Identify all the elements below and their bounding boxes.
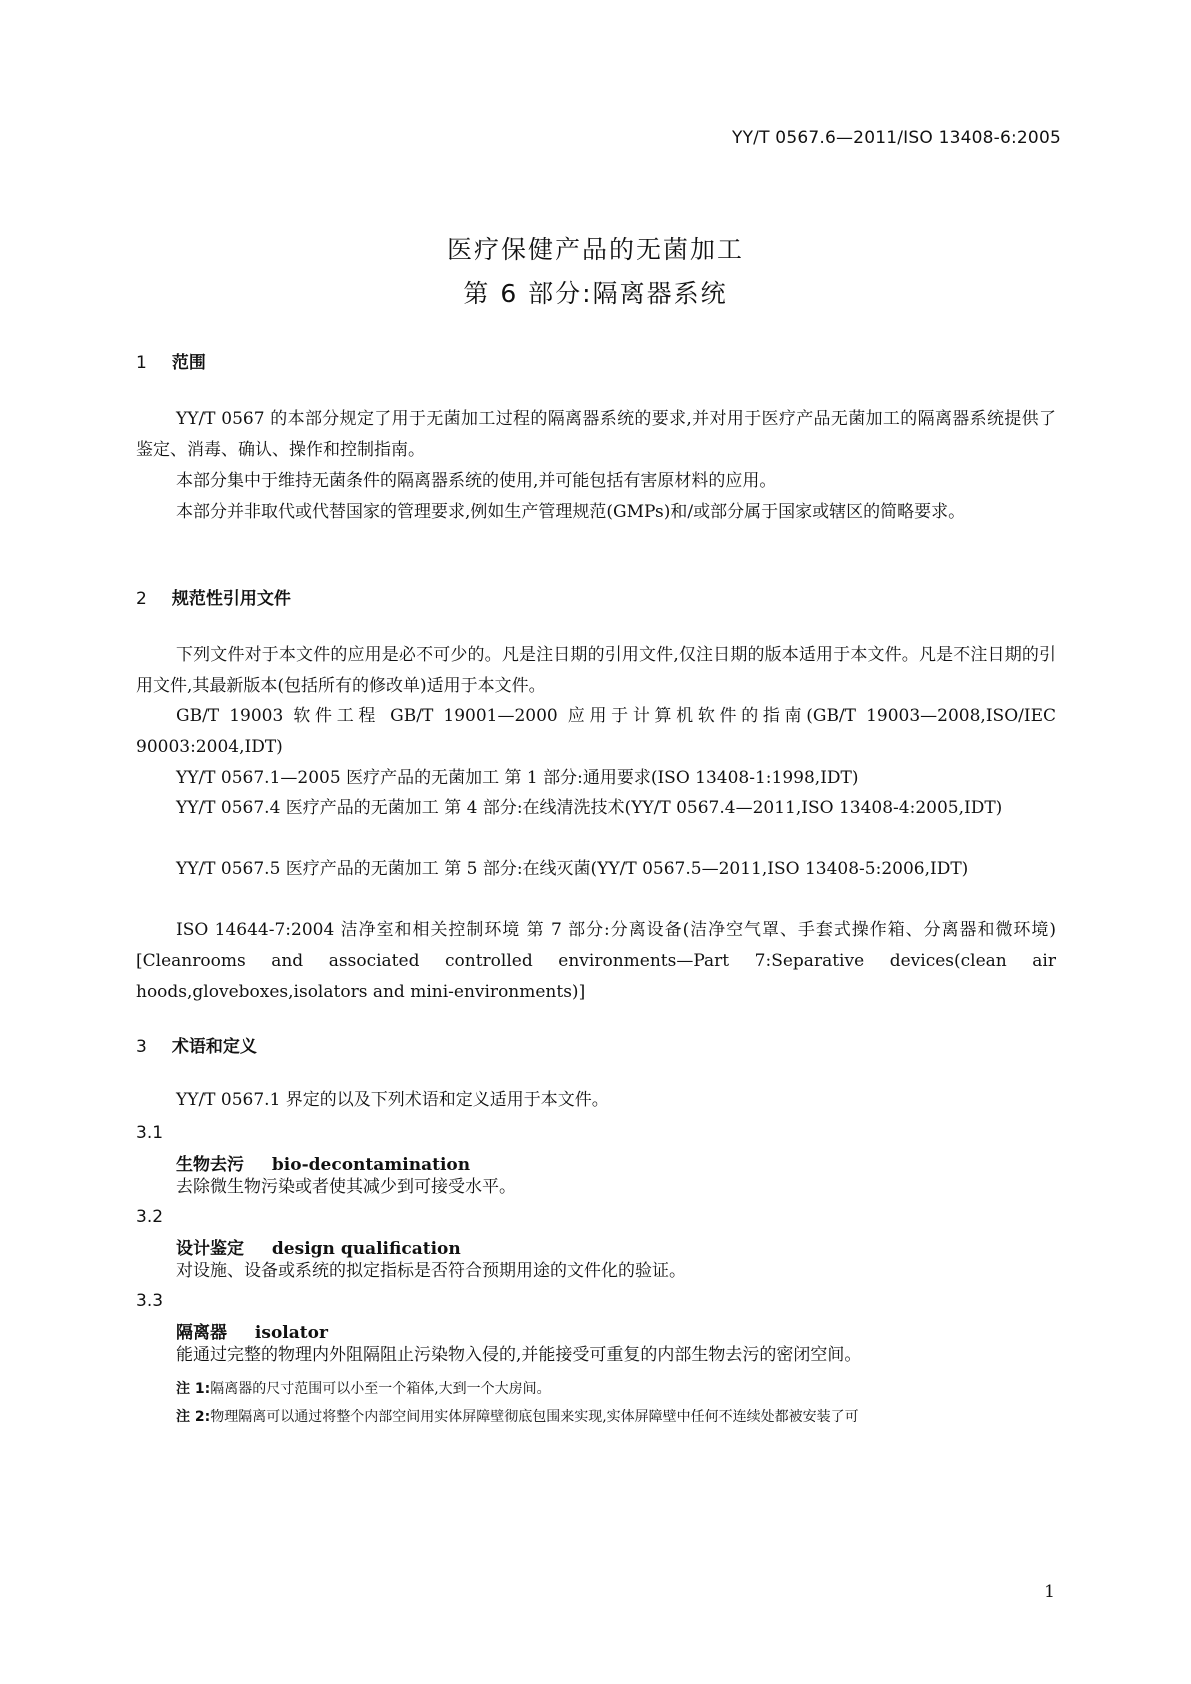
reference-item: YY/T 0567.4 医疗产品的无菌加工 第 4 部分:在线清洗技术(YY/T 0567.4—2011,ISO 13408-4:2005,IDT) <box>176 798 1003 818</box>
term-definition: 对设施、设备或系统的拟定指标是否符合预期用途的文件化的验证。 <box>176 1261 686 1281</box>
page-number: 1 <box>1044 1582 1055 1602</box>
section-number: 1 <box>136 353 147 373</box>
section-number: 3 <box>136 1037 147 1057</box>
term-number: 3.2 <box>136 1207 164 1227</box>
paragraph: 本部分集中于维持无菌条件的隔离器系统的使用,并可能包括有害原材料的应用。 <box>176 471 777 491</box>
reference-item: YY/T 0567.5 医疗产品的无菌加工 第 5 部分:在线灭菌(YY/T 0567.5—2011,ISO 13408-5:2006,IDT) <box>176 859 969 879</box>
document-title: 医疗保健产品的无菌加工 <box>446 235 744 264</box>
section-number: 2 <box>136 589 147 609</box>
note <box>176 1377 1056 1401</box>
term-chinese: 设计鉴定 <box>176 1239 244 1259</box>
section-title: 术语和定义 <box>171 1037 257 1057</box>
term-chinese: 隔离器 <box>176 1323 227 1343</box>
paragraph: YY/T 0567.1 界定的以及下列术语和定义适用于本文件。 <box>176 1090 609 1110</box>
standard-identifier: YY/T 0567.6—2011/ISO 13408-6:2005 <box>732 128 1061 148</box>
term-number: 3.1 <box>136 1123 164 1143</box>
reference-item: ISO 14644-7:2004 洁净室和相关控制环境 第 7 部分:分离设备(洁净空气罩、手套式操作箱、分离器和微环境)[Cleanrooms and associated controlled environments—Part 7:Separative devices(clean air hoods,gloveboxes,isolators and mini-environments)] <box>136 920 1056 1002</box>
section-title: 范围 <box>171 353 206 373</box>
section-heading-normative-references <box>136 584 291 609</box>
paragraph: 下列文件对于本文件的应用是必不可少的。凡是注日期的引用文件,仅注日期的版本适用于本文件。凡是不注日期的引用文件,其最新版本(包括所有的修改单)适用于本文件。 <box>136 645 1056 696</box>
reference-item: YY/T 0567.1—2005 医疗产品的无菌加工 第 1 部分:通用要求(ISO 13408-1:1998,IDT) <box>176 768 859 788</box>
reference-item: GB/T 19003 软件工程 GB/T 19001—2000 应用于计算机软件的指南(GB/T 19003—2008,ISO/IEC 90003:2004,IDT) <box>136 706 1056 757</box>
term-english: bio-decontamination <box>271 1155 471 1175</box>
section-heading-scope <box>136 348 206 373</box>
note <box>176 1405 1056 1429</box>
note-text: 物理隔离可以通过将整个内部空间用实体屏障壁彻底包围来实现,实体屏障壁中任何不连续处都被安装了可 <box>210 1409 859 1425</box>
section-title: 规范性引用文件 <box>171 589 291 609</box>
term-english: isolator <box>254 1323 328 1343</box>
term-chinese: 生物去污 <box>176 1155 244 1175</box>
term-definition: 去除微生物污染或者使其减少到可接受水平。 <box>176 1177 516 1197</box>
term-number: 3.3 <box>136 1291 164 1311</box>
paragraph: 本部分并非取代或代替国家的管理要求,例如生产管理规范(GMPs)和/或部分属于国家或辖区的简略要求。 <box>176 502 966 522</box>
term-definition: 能通过完整的物理内外阻隔阻止污染物入侵的,并能接受可重复的内部生物去污的密闭空间。 <box>176 1345 862 1365</box>
note-label: 注 2: <box>176 1409 211 1425</box>
note-label: 注 1: <box>176 1381 211 1397</box>
note-text: 隔离器的尺寸范围可以小至一个箱体,大到一个大房间。 <box>210 1381 551 1397</box>
term-english: design qualification <box>271 1239 461 1259</box>
document-subtitle: 第 6 部分:隔离器系统 <box>463 279 728 308</box>
section-heading-terms-definitions <box>136 1032 257 1057</box>
paragraph: YY/T 0567 的本部分规定了用于无菌加工过程的隔离器系统的要求,并对用于医疗产品无菌加工的隔离器系统提供了鉴定、消毒、确认、操作和控制指南。 <box>136 409 1056 460</box>
